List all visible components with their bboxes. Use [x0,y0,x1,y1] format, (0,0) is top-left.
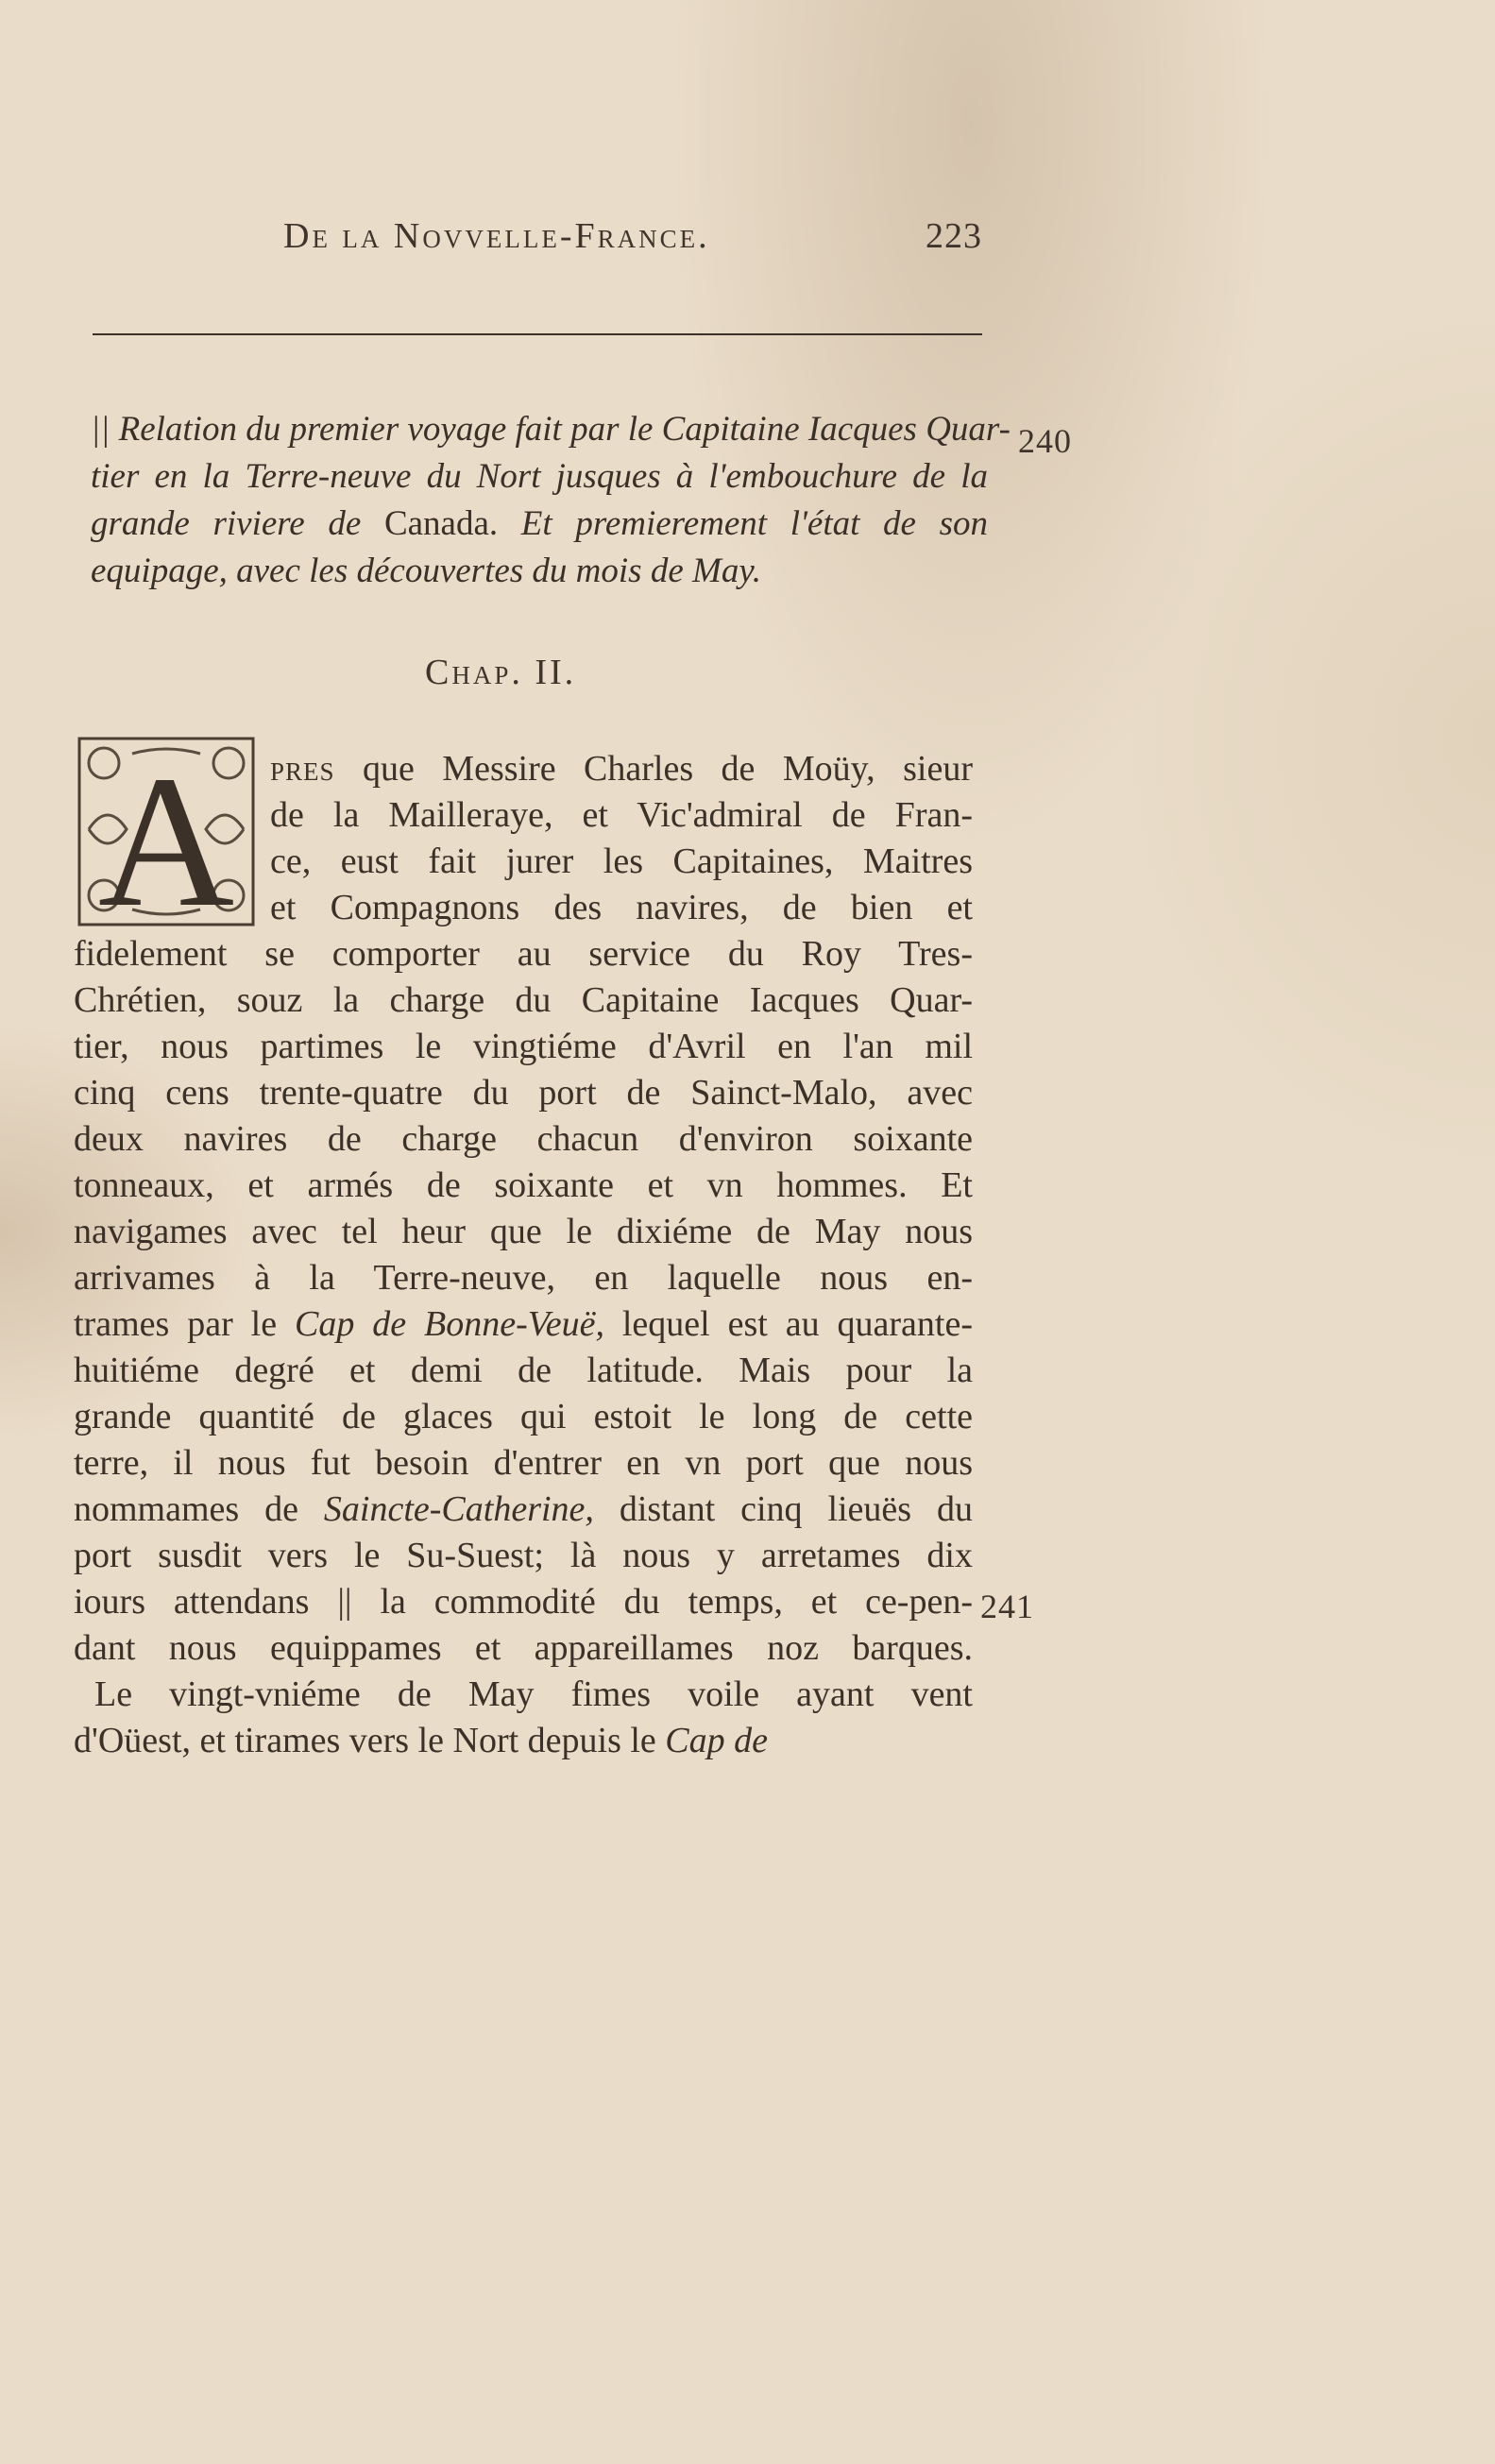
margin-page-number: 240 [1018,422,1072,460]
body-line-part: pres [270,749,335,789]
heading-line: equipage, avec les découvertes du mois de May. [91,552,761,590]
chapter-number: Chap. II. [425,653,577,692]
body-place-name: Cap de Bonne-Veuë, [294,1304,604,1344]
chapter-heading [91,406,1011,595]
body-line: tonneaux, et armés de soixante et vn hommes. Et [74,1165,973,1205]
body-line: cinq cens trente-quatre du port de Sainct-Malo, avec [74,1073,973,1113]
heading-line: tier en la Terre-neuve du Nort jusques à l'embouchure de la [91,457,988,496]
heading-place-name: Canada. [383,504,499,543]
body-place-name: Saincte-Catherine, [323,1489,594,1529]
body-line: terre, il nous fut besoin d'entrer en vn port que nous [74,1443,973,1483]
body-line: de la Mailleraye, et Vic'admiral de Fran- [270,795,973,835]
body-line-part: trames par le [74,1304,295,1344]
header-rule [93,333,982,335]
body-line: ce, eust fait jurer les Capitaines, Maitres [270,841,973,881]
body-line-part: d'Oüest, et tirames vers le Nort depuis le [74,1721,666,1760]
body-line-part: nommames de [74,1489,324,1529]
body-line: arrivames à la Terre-neuve, en laquelle nous en- [74,1258,973,1298]
body-line-part: distant cinq lieuës du [593,1489,974,1529]
body-text [74,746,973,1764]
body-line: tier, nous partimes le vingtiéme d'Avril en l'an mil [74,1027,973,1066]
heading-line-part: grande riviere de [91,504,384,543]
body-line: Le vingt-vniéme de May fimes voile ayant vent [94,1674,973,1714]
body-line [74,1301,973,1348]
body-line [74,1487,973,1533]
body-line [74,746,973,792]
heading-line [91,501,988,548]
body-line-part: que Messire Charles de Moüy, sieur [334,749,973,789]
body-line: et Compagnons des navires, de bien et [270,888,973,927]
body-line: deux navires de charge chacun d'environ soixante [74,1119,973,1159]
heading-line: || Relation du premier voyage fait par le Capitaine Iacques Quar- [91,410,1011,449]
body-line: dant nous equippames et appareillames noz barques. [74,1628,973,1668]
body-line: Chrétien, souz la charge du Capitaine Iacques Quar- [74,980,973,1020]
drop-cap-letter: A [97,738,235,928]
body-line: grande quantité de glaces qui estoit le long de cette [74,1397,973,1436]
body-line: huitiéme degré et demi de latitude. Mais pour la [74,1351,973,1390]
body-line: fidelement se comporter au service du Roy Tres- [74,934,973,974]
body-line [74,1718,973,1764]
body-place-name: Cap de [665,1721,769,1760]
body-line-part: lequel est au quarante- [603,1304,973,1344]
running-head [274,215,1001,272]
margin-page-number: 241 [980,1588,1034,1625]
running-head-title: De la Novvelle-France. [283,216,710,256]
body-line: port susdit vers le Su-Suest; là nous y arretames dix [74,1536,973,1575]
page-number: 223 [926,216,982,256]
body-line: iours attendans || la commodité du temps, et ce-pen- [74,1582,973,1622]
heading-line-part: Et premierement l'état de son [498,504,988,543]
body-line: navigames avec tel heur que le dixiéme de May nous [74,1212,973,1251]
